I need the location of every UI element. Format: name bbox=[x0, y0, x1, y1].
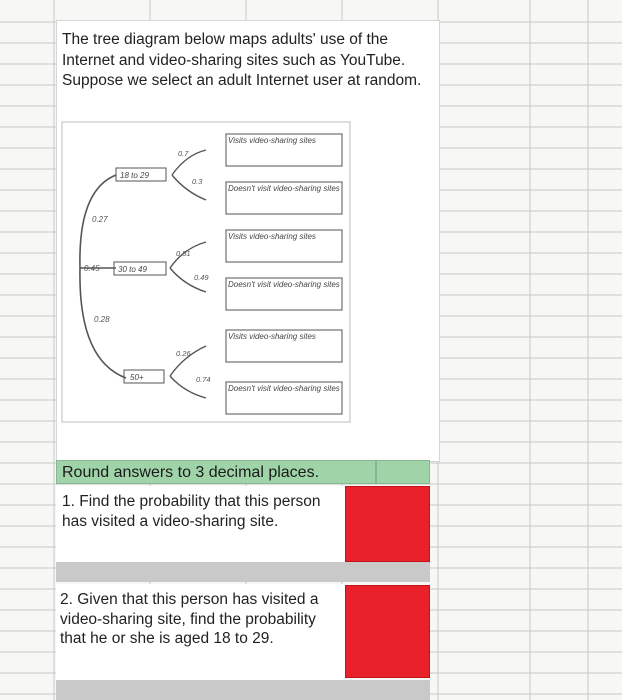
outcome-visit-30-49 bbox=[226, 230, 342, 262]
outcome-not-50plus bbox=[226, 382, 342, 414]
separator-row bbox=[56, 562, 430, 582]
outcome-label: Doesn't visit video-sharing sites bbox=[228, 384, 340, 393]
prob-visit-30-49: 0.51 bbox=[176, 249, 191, 258]
outcome-label: Doesn't visit video-sharing sites bbox=[228, 184, 340, 193]
problem-intro: The tree diagram below maps adults' use of the Internet and video-sharing sites such as YouTube. Suppose we select an adult Internet user at random. bbox=[62, 31, 422, 89]
prob-not-18-29: 0.3 bbox=[192, 177, 203, 186]
answer-1-cell[interactable] bbox=[345, 486, 430, 562]
outcome-label: Visits video-sharing sites bbox=[228, 332, 316, 341]
question-1: 1. Find the probability that this person has visited a video-sharing site. bbox=[56, 486, 352, 564]
round-instruction: Round answers to 3 decimal places. bbox=[56, 460, 376, 484]
outcome-label: Visits video-sharing sites bbox=[228, 232, 316, 241]
answer-2-cell[interactable] bbox=[345, 585, 430, 678]
bottom-row bbox=[56, 680, 430, 700]
outcome-label: Visits video-sharing sites bbox=[228, 136, 316, 145]
outcome-visit-18-29 bbox=[226, 134, 342, 166]
prob-18-29: 0.27 bbox=[92, 215, 108, 224]
tree-diagram bbox=[56, 120, 356, 425]
prob-50plus: 0.28 bbox=[94, 315, 110, 324]
age-label-18-29: 18 to 29 bbox=[120, 171, 149, 180]
outcome-label: Doesn't visit video-sharing sites bbox=[228, 280, 340, 289]
prob-not-50plus: 0.74 bbox=[196, 375, 211, 384]
prob-30-49: 0.45 bbox=[84, 264, 100, 273]
prob-visit-18-29: 0.7 bbox=[178, 149, 189, 158]
age-label-50plus: 50+ bbox=[130, 373, 144, 382]
outcome-visit-50plus bbox=[226, 330, 342, 362]
outcome-not-30-49 bbox=[226, 278, 342, 310]
prob-visit-50plus: 0.26 bbox=[176, 349, 191, 358]
header-right-cell bbox=[376, 460, 430, 484]
outcome-not-18-29 bbox=[226, 182, 342, 214]
age-label-30-49: 30 to 49 bbox=[118, 265, 147, 274]
question-2: 2. Given that this person has visited a video-sharing site, find the probability that he or she is aged 18 to 29. bbox=[56, 584, 350, 682]
prob-not-30-49: 0.49 bbox=[194, 273, 209, 282]
